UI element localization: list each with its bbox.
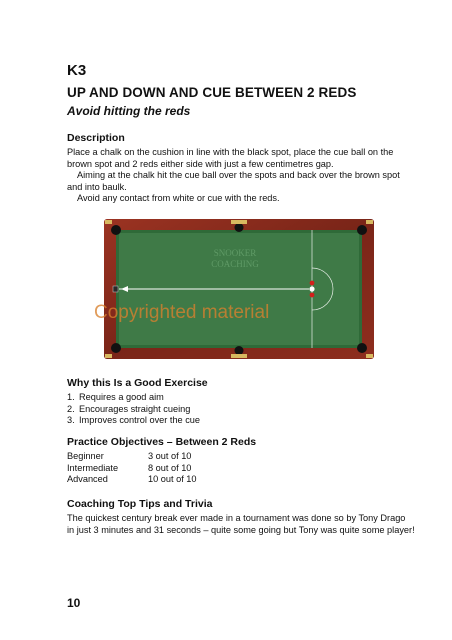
pocket-plate [366, 220, 373, 224]
description-heading: Description [67, 132, 125, 144]
list-item: 3. Improves control over the cue [67, 415, 201, 426]
target-cell: 8 out of 10 [148, 462, 192, 473]
description-text [67, 147, 415, 205]
table-row [67, 474, 197, 486]
list-item: 2. Encourages straight cueing [67, 403, 191, 414]
list-item: 1. Requires a good aim [67, 392, 164, 402]
target-cell: 3 out of 10 [148, 451, 192, 461]
red-ball [310, 293, 315, 298]
page-number: 10 [67, 596, 81, 610]
table-row [67, 451, 197, 463]
exercise-code: K3 [67, 62, 87, 79]
why-list [67, 392, 200, 427]
pocket-plate [231, 220, 247, 224]
pocket [111, 225, 121, 235]
pocket [357, 225, 367, 235]
pocket-plate [105, 354, 112, 358]
snooker-table-diagram [104, 219, 374, 359]
pocket [235, 223, 244, 232]
pocket-plate [231, 354, 247, 358]
description-paragraph: Place a chalk on the cushion in line with the black spot, place the cue ball on the brown spot and 2 reds either side with just a few centimetres gap. [67, 147, 394, 169]
pocket-plate [366, 354, 373, 358]
level-cell: Intermediate [67, 462, 119, 473]
description-paragraph: Avoid any contact from white or cue with the reds. [77, 193, 280, 204]
objectives-table [67, 451, 197, 486]
table-logo: SNOOKER [213, 248, 257, 258]
table-logo: COACHING [211, 259, 259, 269]
why-heading: Why this Is a Good Exercise [67, 377, 208, 389]
table-row [67, 463, 197, 475]
cue-ball [309, 286, 314, 291]
pocket [357, 343, 367, 353]
pocket [235, 346, 244, 355]
chalk [113, 286, 118, 292]
level-cell: Advanced [67, 474, 108, 485]
level-cell: Beginner [67, 451, 104, 461]
exercise-subtitle: Avoid hitting the reds [67, 104, 191, 118]
red-ball [310, 281, 315, 286]
pocket-plate [105, 220, 112, 224]
objectives-heading: Practice Objectives – Between 2 Reds [67, 436, 257, 448]
target-cell: 10 out of 10 [148, 474, 197, 485]
watermark: Copyrighted material [94, 302, 270, 323]
tips-heading: Coaching Top Tips and Trivia [67, 498, 213, 510]
exercise-title: UP AND DOWN AND CUE BETWEEN 2 REDS [67, 85, 357, 100]
description-paragraph: Aiming at the chalk hit the cue ball over the spots and back over the brown spot and into baulk. [67, 170, 400, 192]
tips-text: The quickest century break ever made in a tournament was done so by Tony Drago in just 3 minutes and 31 seconds – quite some going but Tony was quite some player! [67, 513, 415, 535]
pocket [111, 343, 121, 353]
right-cushion [359, 230, 362, 348]
